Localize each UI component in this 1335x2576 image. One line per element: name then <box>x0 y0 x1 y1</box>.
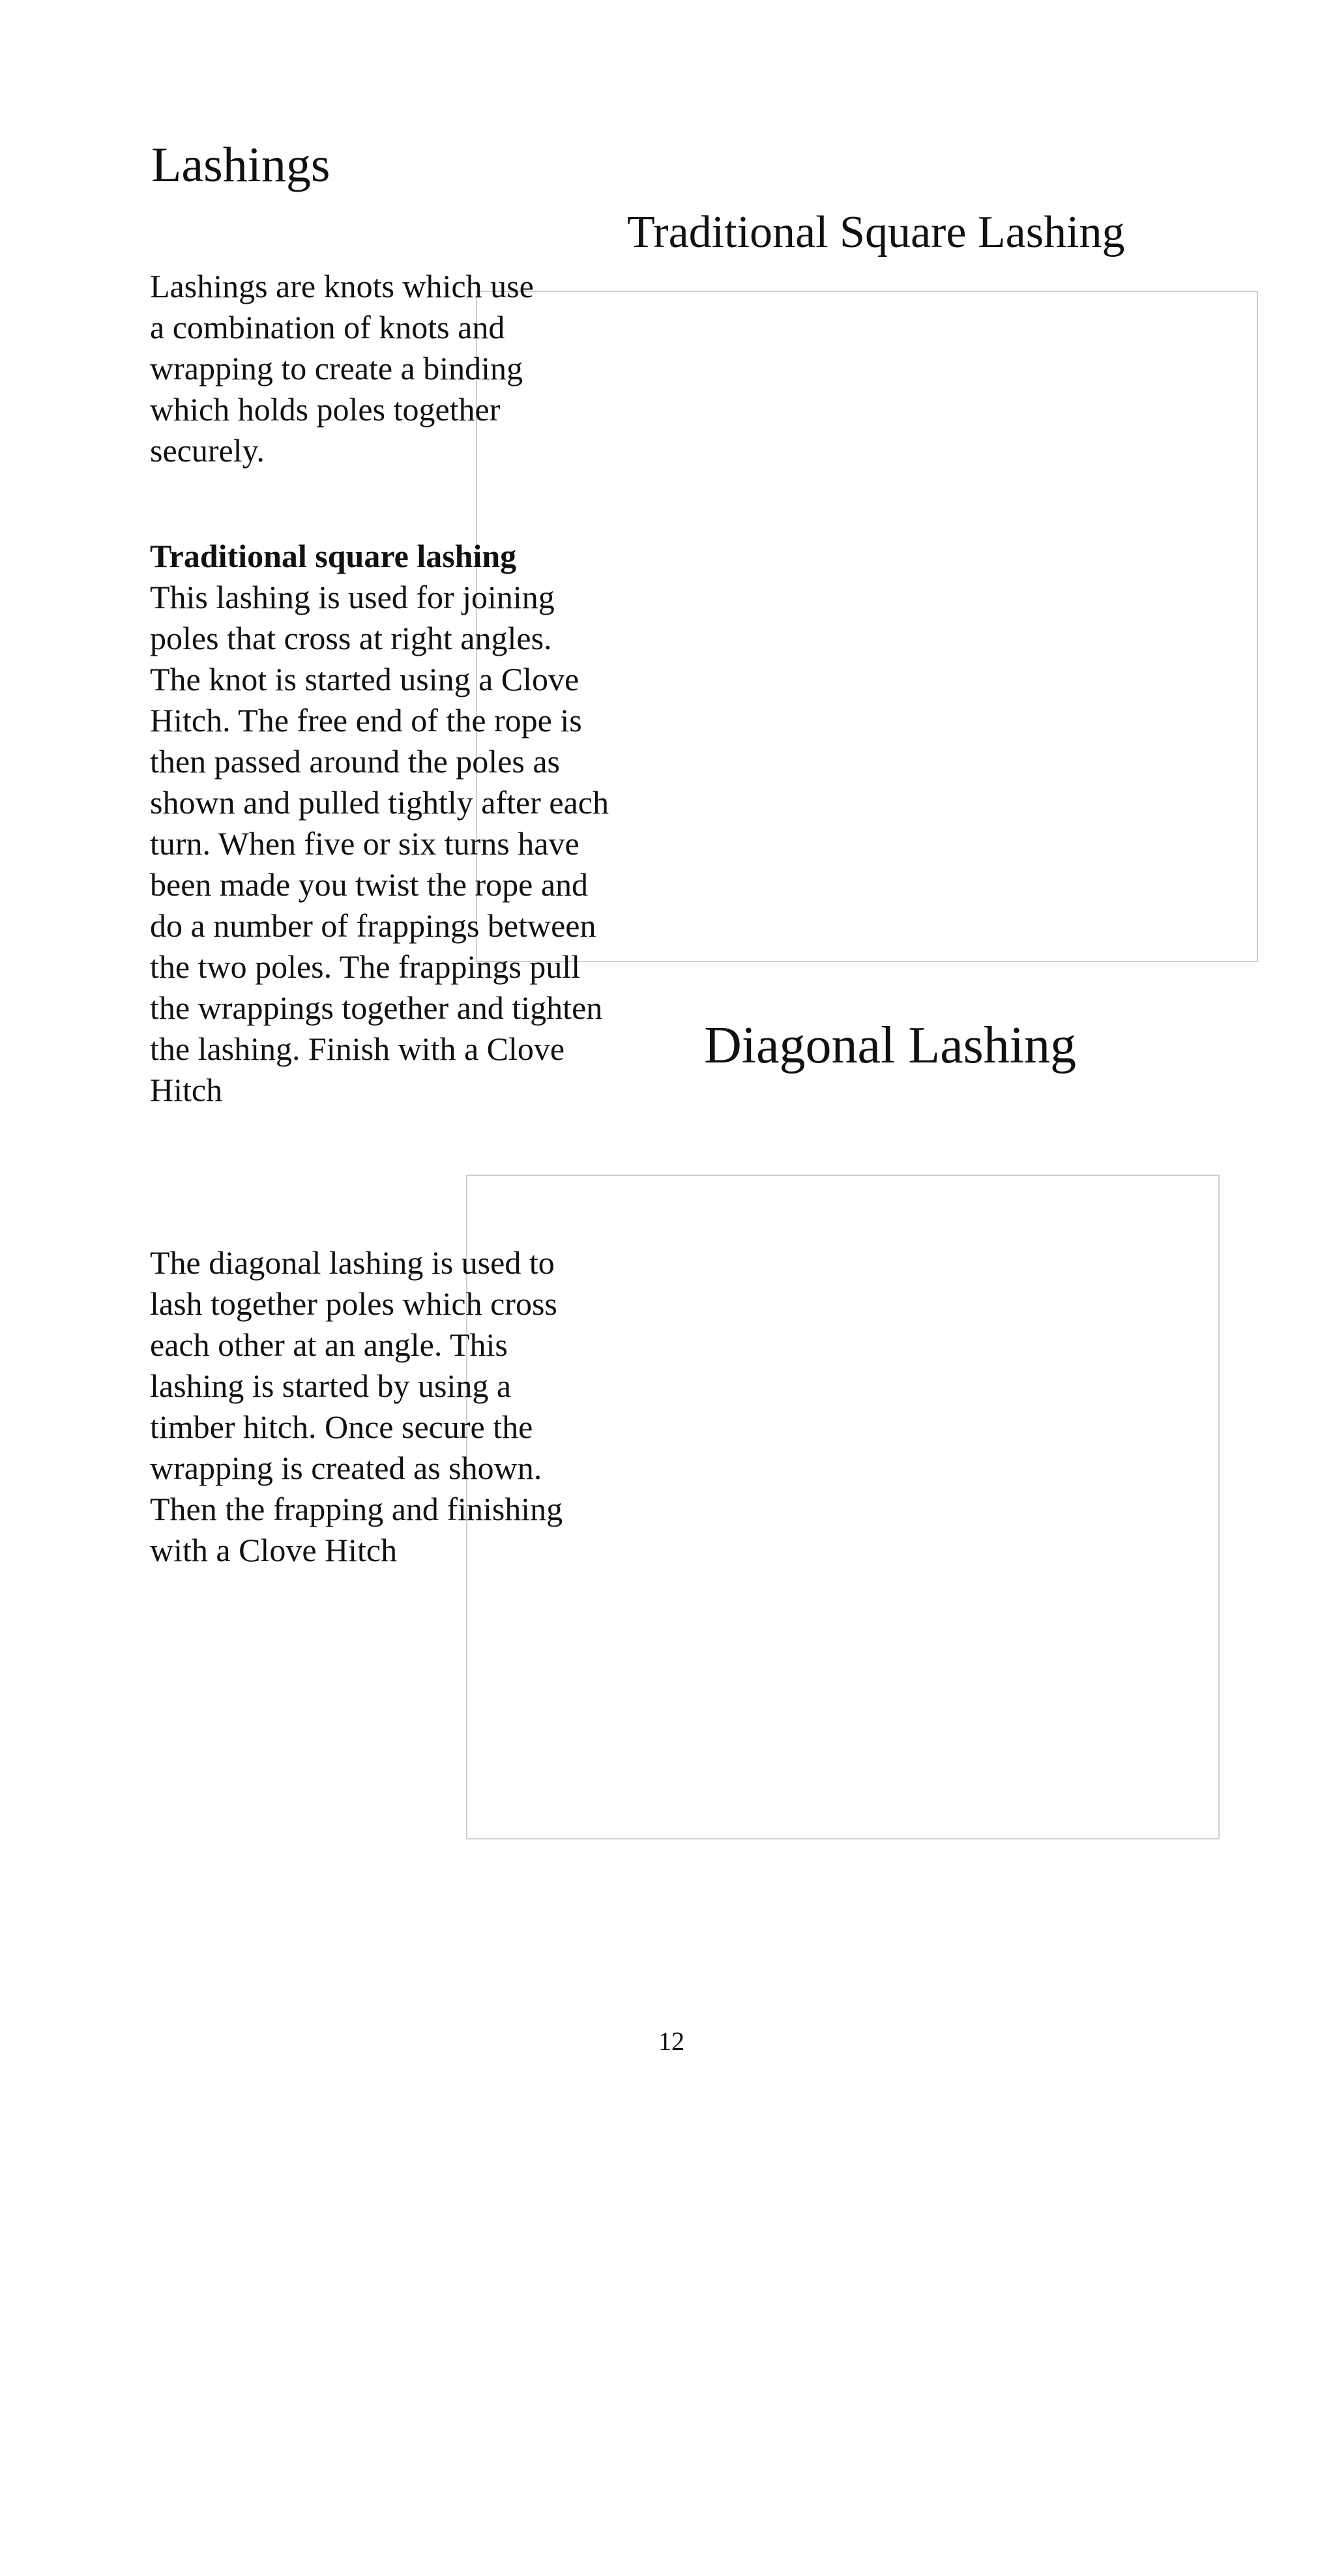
square-lashing-subheading: Traditional square lashing <box>150 538 517 574</box>
page-title: Lashings <box>151 138 330 192</box>
diagonal-lashing-image-frame <box>466 1175 1220 1839</box>
square-lashing-text-block <box>150 536 609 1111</box>
diagonal-lashing-heading: Diagonal Lashing <box>704 1017 1076 1074</box>
intro-paragraph: Lashings are knots which use a combination of knots and wrapping to create a binding which holds poles together securely. <box>150 268 534 469</box>
diagonal-lashing-description: The diagonal lashing is used to lash together poles which cross each other at an angle. This lashing is started by using a timber hitch. Once secure the wrapping is created as shown. Then the frapping and finishing with a Clove Hitch <box>150 1244 563 1568</box>
square-lashing-heading: Traditional Square Lashing <box>627 207 1125 257</box>
page-number: 12 <box>658 2027 684 2056</box>
square-lashing-description: This lashing is used for joining poles that cross at right angles. The knot is started using a Clove Hitch. The free end of the rope is then passed around the poles as shown and pulled tightly after each turn. When five or six turns have been made you twist the rope and do a number of frappings between the two poles. The frappings pull the wrappings together and tighten the lashing. Finish with a Clove Hitch <box>150 579 609 1108</box>
